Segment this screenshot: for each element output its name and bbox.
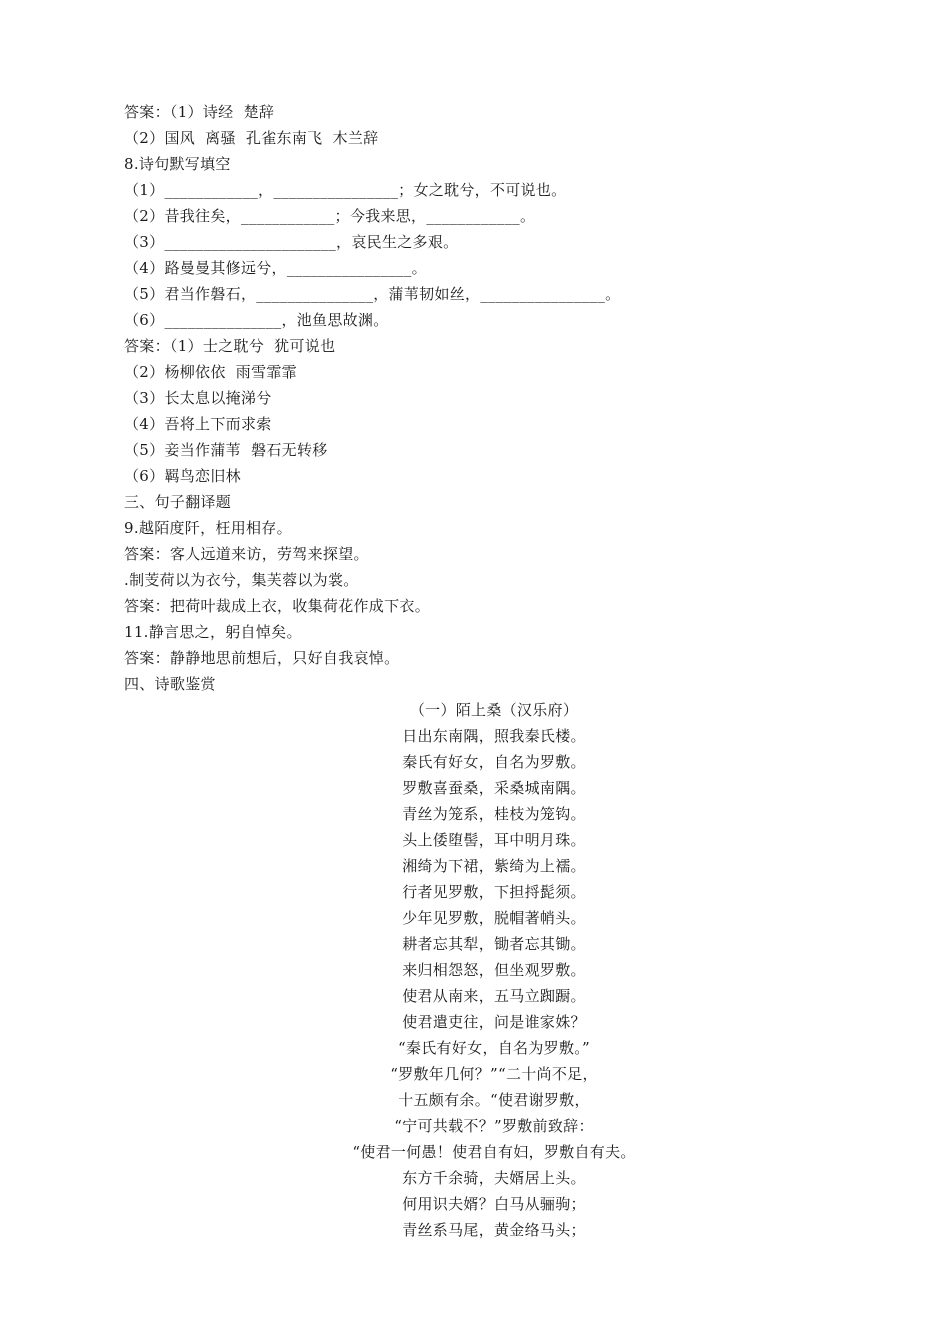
poem-line: 秦氏有好女，自名为罗敷。: [402, 753, 586, 771]
answer-line: 答案：（1）诗经 楚辞: [124, 103, 275, 121]
poem-line: 日出东南隅，照我秦氏楼。: [402, 727, 586, 745]
poem-line: “罗敷年几何？”“二十尚不足，: [390, 1065, 598, 1083]
question-heading: 8.诗句默写填空: [124, 155, 231, 173]
fill-blank-line: （4）路曼曼其修远兮，________________。: [124, 259, 427, 277]
poem-line: 湘绮为下裙，紫绮为上襦。: [402, 857, 586, 875]
question-line: 9.越陌度阡，枉用相存。: [124, 519, 292, 537]
poem-line: 何用识夫婿？白马从骊驹；: [402, 1195, 586, 1213]
poem-title: （一）陌上桑（汉乐府）: [409, 701, 579, 719]
poem-line: “宁可共载不？”罗敷前致辞：: [394, 1117, 594, 1135]
poem-line: 青丝系马尾，黄金络马头；: [402, 1221, 586, 1239]
answer-line: （4）吾将上下而求索: [124, 415, 272, 433]
poem-line: “秦氏有好女，自名为罗敷。”: [397, 1039, 591, 1057]
question-line: .制芰荷以为衣兮，集芙蓉以为裳。: [124, 571, 359, 589]
poem-line: 使君从南来，五马立踟蹰。: [402, 987, 586, 1005]
answer-line: （2）杨柳依依 雨雪霏霏: [124, 363, 297, 381]
question-line: 11.静言思之，躬自悼矣。: [124, 623, 302, 641]
answer-line: 答案：（1）士之耽兮 犹可说也: [124, 337, 336, 355]
poem-line: 来归相怨怒，但坐观罗敷。: [402, 961, 586, 979]
poem-line: 罗敷喜蚕桑，采桑城南隅。: [402, 779, 586, 797]
poem-line: 头上倭堕髻，耳中明月珠。: [402, 831, 586, 849]
fill-blank-line: （1）____________，________________；女之耽兮，不可说也。: [124, 181, 567, 199]
poem-line: 十五颇有余。“使君谢罗敷，: [398, 1091, 590, 1109]
poem-block: [124, 697, 864, 1243]
answer-line: 答案：客人远道来访，劳驾来探望。: [124, 545, 369, 563]
fill-blank-line: （6）_______________，池鱼思故渊。: [124, 311, 389, 329]
fill-blank-line: （3）______________________，哀民生之多艰。: [124, 233, 459, 251]
answer-line: （2）国风 离骚 孔雀东南飞 木兰辞: [124, 129, 379, 147]
poem-line: 耕者忘其犁，锄者忘其锄。: [402, 935, 586, 953]
answer-line: （3）长太息以掩涕兮: [124, 389, 272, 407]
poem-line: “使君一何愚！使君自有妇，罗敷自有夫。: [352, 1143, 636, 1161]
answer-section: [124, 99, 844, 697]
poem-line: 青丝为笼系，桂枝为笼钩。: [402, 805, 586, 823]
answer-line: 答案：静静地思前想后，只好自我哀悼。: [124, 649, 400, 667]
fill-blank-line: （5）君当作磐石，_______________，蒲苇韧如丝，________________。: [124, 285, 621, 303]
section-heading: 四、诗歌鉴赏: [124, 675, 216, 693]
poem-line: 东方千余骑，夫婿居上头。: [402, 1169, 586, 1187]
fill-blank-line: （2）昔我往矣，____________；今我来思，____________。: [124, 207, 536, 225]
answer-line: （6）羁鸟恋旧林: [124, 467, 241, 485]
poem-line: 使君遣吏往，问是谁家姝？: [402, 1013, 586, 1031]
answer-line: 答案：把荷叶裁成上衣，收集荷花作成下衣。: [124, 597, 431, 615]
section-heading: 三、句子翻译题: [124, 493, 232, 511]
answer-line: （5）妾当作蒲苇 磐石无转移: [124, 441, 328, 459]
poem-line: 少年见罗敷，脱帽著帩头。: [402, 909, 586, 927]
poem-line: 行者见罗敷，下担捋髭须。: [402, 883, 586, 901]
